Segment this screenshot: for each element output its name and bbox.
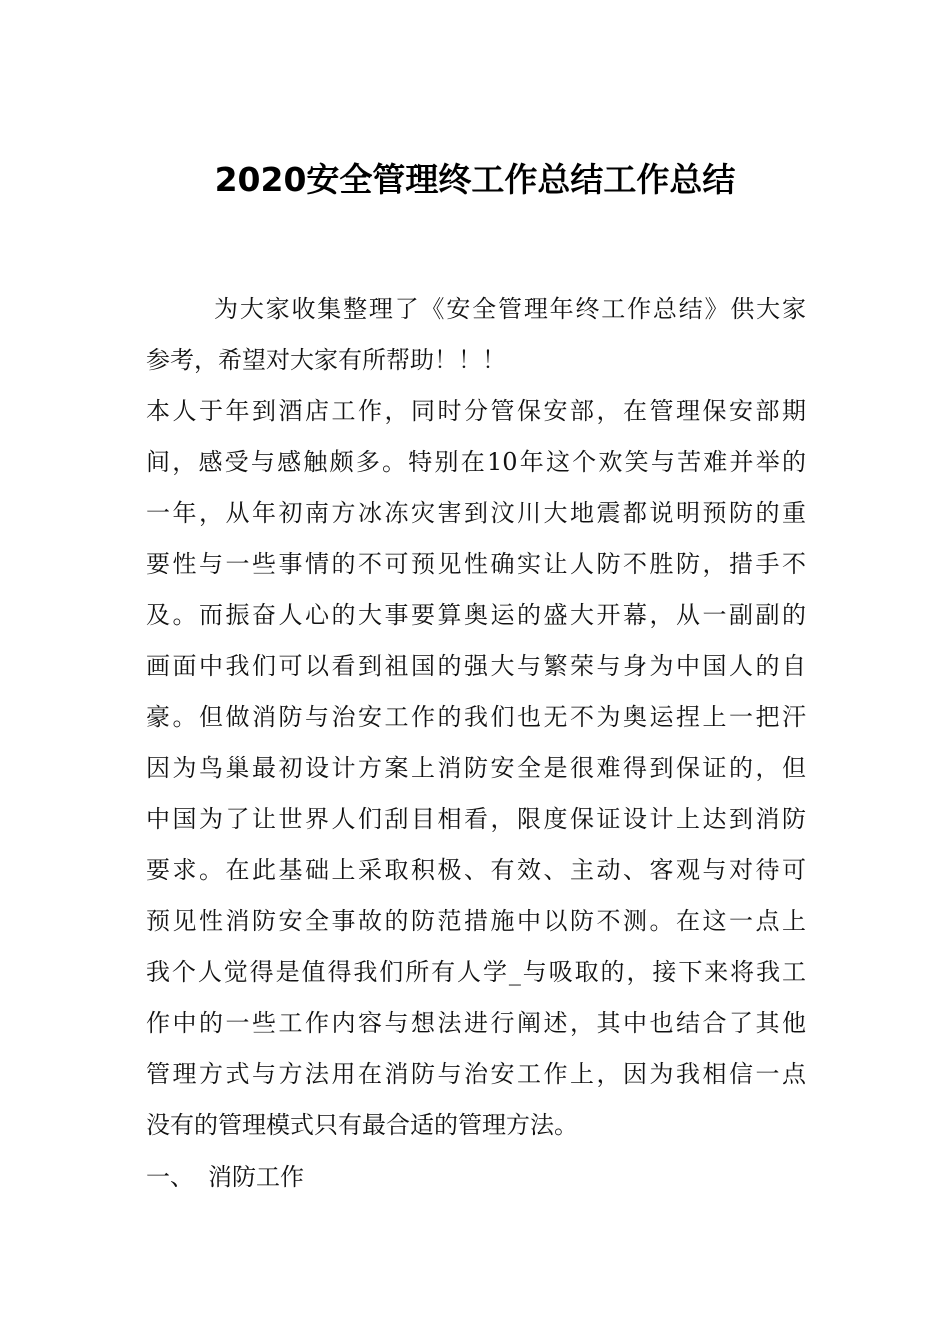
body-line: 要求。在此基础上采取积极、有效、主动、客观与对待可 <box>146 856 806 884</box>
intro-line: 参考，希望对大家有所帮助！！！ <box>146 346 506 374</box>
body-line: 预见性消防安全事故的防范措施中以防不测。在这一点上 <box>146 907 806 935</box>
body-line: 要性与一些事情的不可预见性确实让人防不胜防，措手不 <box>146 550 806 578</box>
intro-line: 为大家收集整理了《安全管理年终工作总结》供大家 <box>214 295 806 323</box>
section-heading-number: 一、 <box>146 1163 194 1191</box>
body-line: 因为鸟巢最初设计方案上消防安全是很难得到保证的，但 <box>146 754 806 782</box>
body-line: 我个人觉得是值得我们所有人学_与吸取的，接下来将我工 <box>146 958 806 986</box>
body-line: 没有的管理模式只有最合适的管理方法。 <box>146 1111 578 1139</box>
document-title: 2020安全管理终工作总结工作总结 <box>214 160 736 199</box>
body-line: 一年，从年初南方冰冻灾害到汶川大地震都说明预防的重 <box>146 499 806 527</box>
body-line: 作中的一些工作内容与想法进行阐述，其中也结合了其他 <box>146 1009 806 1037</box>
body-line: 中国为了让世界人们刮目相看，限度保证设计上达到消防 <box>146 805 806 833</box>
document-body <box>146 284 806 1203</box>
body-line: 及。而振奋人心的大事要算奥运的盛大开幕，从一副副的 <box>146 601 806 629</box>
body-line: 管理方式与方法用在消防与治安工作上，因为我相信一点 <box>146 1060 806 1088</box>
body-line: 画面中我们可以看到祖国的强大与繁荣与身为中国人的自 <box>146 652 806 680</box>
body-line: 本人于年到酒店工作，同时分管保安部，在管理保安部期 <box>146 397 806 425</box>
body-line: 豪。但做消防与治安工作的我们也无不为奥运捏上一把汗 <box>146 703 806 731</box>
body-line: 间，感受与感触颇多。特别在10年这个欢笑与苦难并举的 <box>146 448 806 476</box>
section-heading <box>146 1152 806 1203</box>
section-heading-text: 消防工作 <box>208 1163 304 1191</box>
